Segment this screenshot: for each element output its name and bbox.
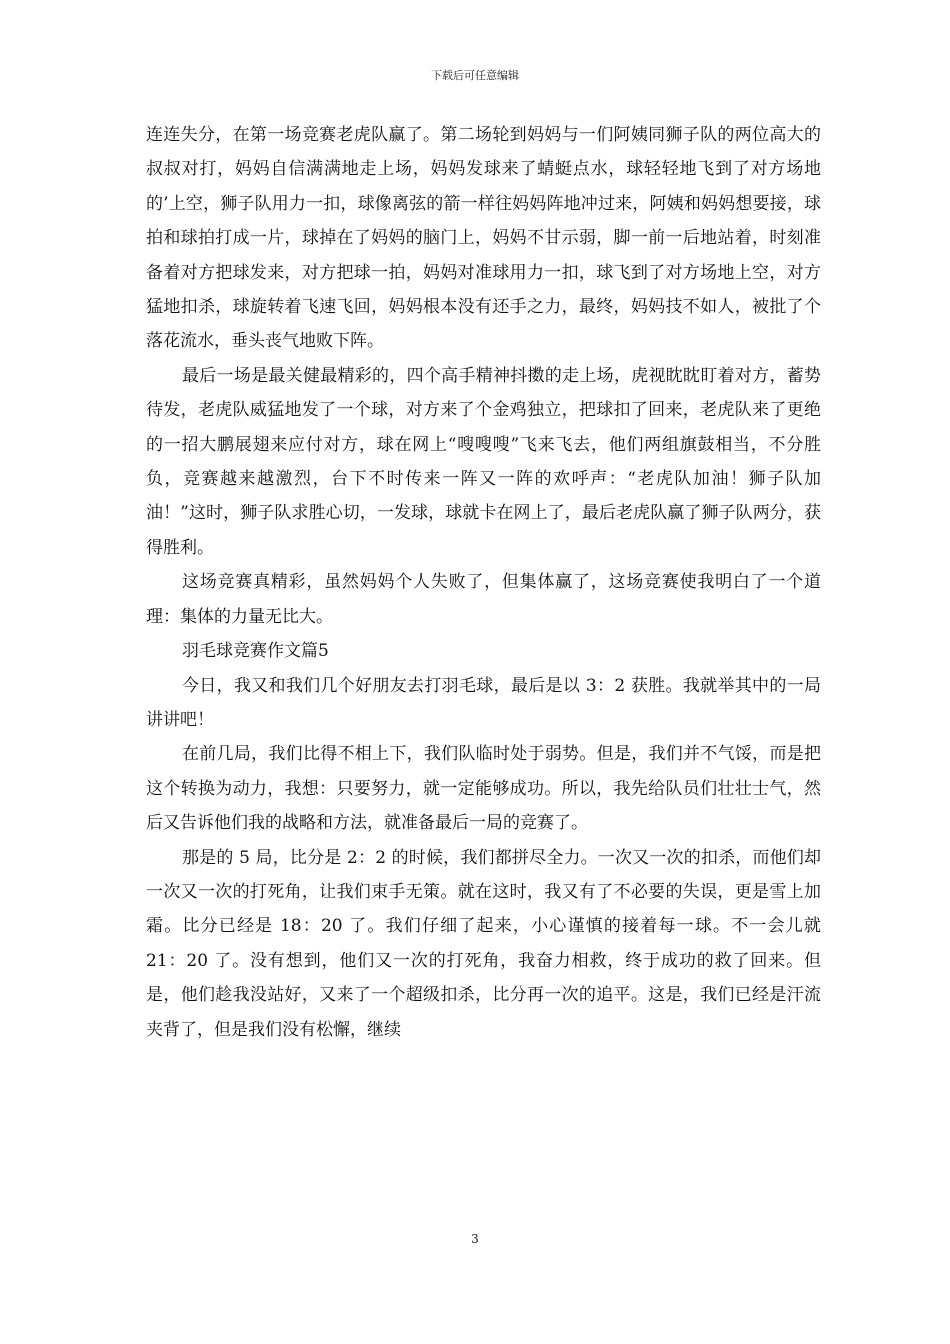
paragraph-5: 在前几局，我们比得不相上下，我们队临时处于弱势。但是，我们并不气馁，而是把这个转换为动力，我想：只要努力，就一定能够成功。所以，我先给队员们壮壮士气，然后又告诉他们我的战略和方法，就准备最后一局的竞赛了。 — [146, 744, 821, 834]
section-heading: 羽毛球竞赛作文篇5 — [182, 641, 329, 662]
paragraph-6: 那是的 5 局，比分是 2：2 的时候，我们都拼尽全力。一次又一次的扣杀，而他们却一次又一次的打死角，让我们束手无策。就在这时，我又有了不必要的失误，更是雪上加霜。比分已经是 18：20 了。我们仔细了起来，小心谨慎的接着每一球。不一会儿就 21：20 了。没有想到，他们又一次的打死角，我奋力相救，终于成功的救了回来。但是，他们趁我没站好，又来了一个超级扣杀，比分再一次的追平。这是，我们已经是汗流夹背了，但是我们没有松懈，继续 — [146, 847, 821, 1040]
paragraph-4: 今日，我又和我们几个好朋友去打羽毛球，最后是以 3：2 获胜。我就举其中的一局讲讲吧！ — [146, 675, 821, 730]
paragraph-2: 最后一场是最关健最精彩的，四个高手精神抖擞的走上场，虎视眈眈盯着对方，蓄势待发，老虎队威猛地发了一个球，对方来了个金鸡独立，把球扣了回来，老虎队来了更绝的一招大鹏展翅来应付对方，球在网上“嗖嗖嗖”飞来飞去，他们两组旗鼓相当，不分胜负，竞赛越来越激烈，台下不时传来一阵又一阵的欢呼声：“老虎队加油！狮子队加油！”这时，狮子队求胜心切，一发球，球就卡在网上了，最后老虎队赢了狮子队两分，获得胜利。 — [146, 365, 821, 558]
page-number: 3 — [471, 1232, 479, 1246]
paragraph-3: 这场竞赛真精彩，虽然妈妈个人失败了，但集体赢了，这场竞赛使我明白了一个道理：集体的力量无比大。 — [146, 572, 821, 627]
body-text — [146, 118, 821, 1047]
page-header: 下载后可任意编辑 — [431, 69, 519, 82]
paragraph-1: 连连失分，在第一场竞赛老虎队赢了。第二场轮到妈妈与一们阿姨同狮子队的两位高大的叔叔对打，妈妈自信满满地走上场，妈妈发球来了蜻蜓点水，球轻轻地飞到了对方场地的’上空，狮子队用力一扣，球像离弦的箭一样往妈妈阵地冲过来，阿姨和妈妈想要接，球拍和球拍打成一片，球掉在了妈妈的脑门上，妈妈不甘示弱，脚一前一后地站着，时刻准备着对方把球发来，对方把球一拍，妈妈对准球用力一扣，球飞到了对方场地上空，对方猛地扣杀，球旋转着飞速飞回，妈妈根本没有还手之力，最终，妈妈技不如人，被批了个落花流水，垂头丧气地败下阵。 — [146, 125, 821, 352]
